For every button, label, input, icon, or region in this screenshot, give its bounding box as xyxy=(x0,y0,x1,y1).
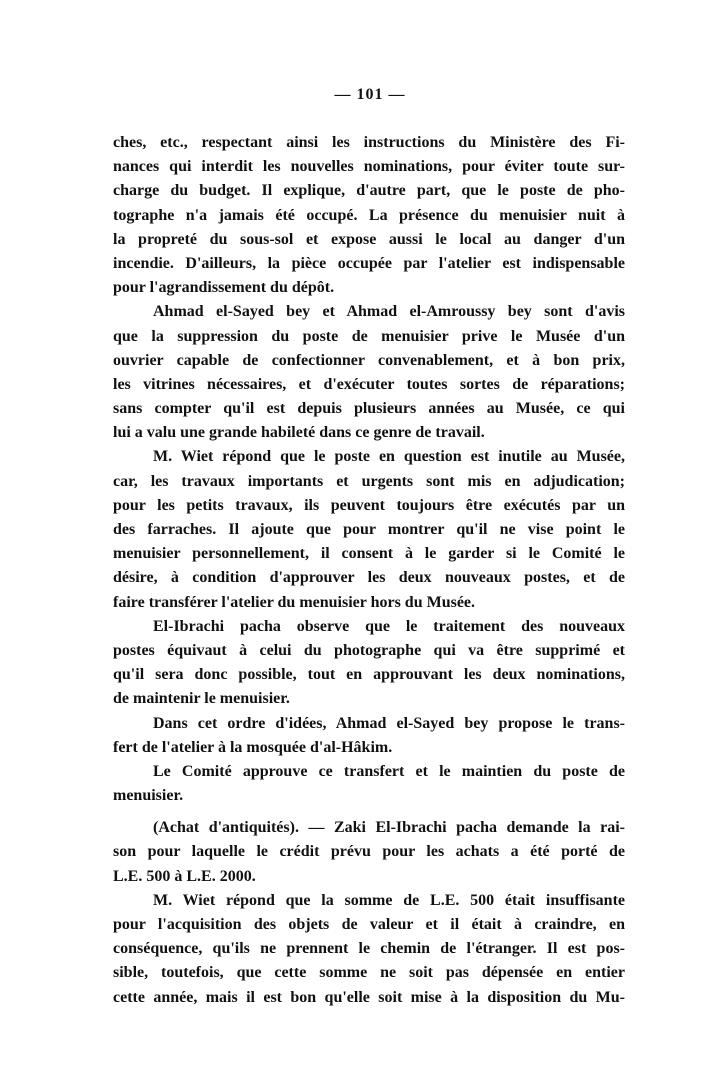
text-line: que la suppression du poste de menuisier prive le Musée d'un xyxy=(113,327,625,345)
text-line: postes équivaut à celui du photographe qui va être supprimé et xyxy=(113,641,625,659)
text-line: conséquence, qu'ils ne prennent le chemin de l'étranger. Il est pos- xyxy=(113,940,625,958)
text-line: des farraches. Il ajoute que pour montrer qu'il ne vise point le xyxy=(113,521,625,538)
text-line: de maintenir le menuisier. xyxy=(113,690,290,708)
text-line: (Achat d'antiquités). — Zaki El-Ibrachi pacha demande la rai- xyxy=(153,819,625,837)
paragraph xyxy=(113,760,625,808)
text-line: ouvrier capable de confectionner convenablement, et à bon prix, xyxy=(113,351,625,369)
text-line: M. Wiet répond que la somme de L.E. 500 était insuffisante xyxy=(153,891,625,909)
text-line: la propreté du sous-sol et expose aussi le local au danger d'un xyxy=(113,230,625,248)
text-line: nances qui interdit les nouvelles nominations, pour éviter toute sur- xyxy=(113,158,625,176)
document-body xyxy=(113,131,625,1010)
text-line: incendie. D'ailleurs, la pièce occupée par l'atelier est indispensable xyxy=(113,254,625,272)
text-line: les vitrines nécessaires, et d'exécuter toutes sortes de réparations; xyxy=(113,375,625,393)
paragraph xyxy=(113,889,625,1010)
paragraph xyxy=(113,445,625,614)
text-line: pour l'acquisition des objets de valeur et il était à craindre, en xyxy=(113,916,625,933)
text-line: L.E. 500 à L.E. 2000. xyxy=(113,867,256,885)
paragraph xyxy=(113,300,625,445)
paragraph xyxy=(113,712,625,760)
text-line: menuisier. xyxy=(113,787,184,805)
text-line: son pour laquelle le crédit prévu pour les achats a été porté de xyxy=(113,843,625,861)
paragraph xyxy=(113,816,625,889)
text-line: Ahmad el-Sayed bey et Ahmad el-Amroussy bey sont d'avis xyxy=(153,303,625,321)
page-number: — 101 — xyxy=(334,86,406,103)
text-line: menuisier personnellement, il consent à le garder si le Comité le xyxy=(113,545,625,563)
text-line: Le Comité approuve ce transfert et le maintien du poste de xyxy=(153,762,625,780)
text-line: pour les petits travaux, ils peuvent toujours être exécutés par un xyxy=(113,496,625,514)
text-line: faire transférer l'atelier du menuisier hors du Musée. xyxy=(113,593,476,611)
text-line: El-Ibrachi pacha observe que le traitement des nouveaux xyxy=(153,617,625,635)
text-line: Dans cet ordre d'idées, Ahmad el-Sayed bey propose le trans- xyxy=(153,714,625,732)
text-line: lui a valu une grande habileté dans ce genre de travail. xyxy=(113,424,485,442)
section-gap xyxy=(113,808,625,816)
text-line: M. Wiet répond que le poste en question est inutile au Musée, xyxy=(153,448,625,466)
text-line: sans compter qu'il est depuis plusieurs années au Musée, ce qui xyxy=(113,400,625,418)
paragraph xyxy=(113,131,625,300)
text-line: qu'il sera donc possible, tout en approuvant les deux nominations, xyxy=(113,666,625,684)
paragraph xyxy=(113,615,625,712)
text-line: tographe n'a jamais été occupé. La présence du menuisier nuit à xyxy=(113,206,625,224)
text-line: sible, toutefois, que cette somme ne soit pas dépensée en entier xyxy=(113,964,625,982)
text-line: cette année, mais il est bon qu'elle soit mise à la disposition du Mu- xyxy=(113,988,625,1006)
text-line: charge du budget. Il explique, d'autre part, que le poste de pho- xyxy=(113,182,625,200)
text-line: ches, etc., respectant ainsi les instructions du Ministère des Fi- xyxy=(113,134,625,151)
text-line: pour l'agrandissement du dépôt. xyxy=(113,279,335,297)
text-line: désire, à condition d'approuver les deux nouveaux postes, et de xyxy=(113,569,625,587)
text-line: car, les travaux importants et urgents sont mis en adjudication; xyxy=(113,472,625,490)
text-line: fert de l'atelier à la mosquée d'al-Hâkim. xyxy=(113,738,393,756)
